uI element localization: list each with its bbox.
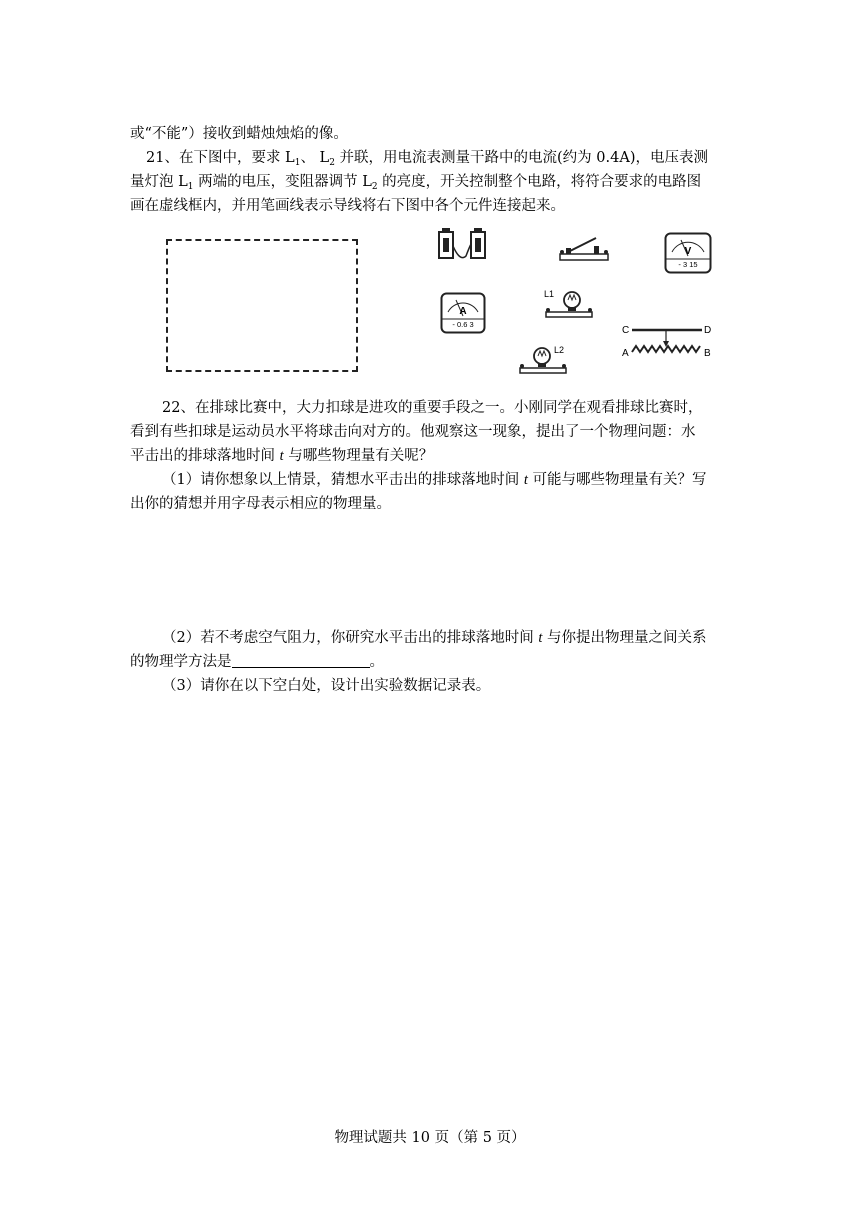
switch-icon [558, 234, 610, 262]
q22-part2-line-1: （2）若不考虑空气阻力，你研究水平击出的排球落地时间 t 与你提出物理量之间关系 [162, 630, 707, 646]
page-footer: 物理试题共 10 页（第 5 页） [334, 1130, 526, 1146]
q21-line-2: 量灯泡 $L_1$ 两端的电压，变阻器调节 $L_2$ 的亮度，开关控制整个电路，将符合要求的电路图 [130, 174, 702, 192]
q22-line-2: 看到有些扣球是运动员水平将球击向对方的。他观察这一现象，提出了一个物理问题：水 [130, 424, 696, 440]
previous-question-tail: 或“不能”）接收到蜡烛烛焰的像。 [130, 126, 348, 142]
rheostat-a-label: A [622, 348, 629, 359]
q22-part3: （3）请你在以下空白处，设计出实验数据记录表。 [162, 678, 491, 694]
ammeter-icon [440, 292, 486, 334]
voltmeter-icon [664, 232, 712, 274]
rheostat-icon [620, 320, 714, 362]
q22-part2-line-2: 的物理学方法是 。 [130, 654, 384, 670]
q21-line-3: 画在虚线框内，并用笔画线表示导线将右下图中各个元件连接起来。 [130, 198, 565, 214]
lamp-l2-icon [518, 344, 570, 378]
lamp-l1-label: L1 [544, 289, 555, 299]
q22-part1-line-2: 出你的猜想并用字母表示相应的物理量。 [130, 496, 391, 512]
lamp-l1-icon [542, 288, 594, 322]
q22-line-3: 平击出的排球落地时间 t 与哪些物理量有关呢？ [130, 448, 434, 464]
rheostat-b-label: B [704, 348, 711, 359]
voltmeter-label: V [684, 246, 692, 257]
answer-blank[interactable] [232, 653, 370, 668]
ammeter-label: A [459, 306, 467, 317]
ammeter-terminals: - 0.6 3 [452, 320, 474, 329]
rheostat-d-label: D [704, 325, 712, 336]
rheostat-c-label: C [622, 325, 630, 336]
voltmeter-terminals: - 3 15 [678, 260, 698, 269]
q21-line-1: 21、在下图中，要求 $L_1$、 $L_2$ 并联，用电流表测量干路中的电流(约为 0.4A)，电压表测 [146, 150, 708, 168]
q22-part1-line-1: （1）请你想象以上情景，猜想水平击出的排球落地时间 t 可能与哪些物理量有关？写 [162, 472, 707, 488]
circuit-drawing-box[interactable] [166, 239, 358, 372]
battery-icon [436, 226, 490, 266]
lamp-l2-label: L2 [554, 345, 565, 355]
q22-line-1: 22、在排球比赛中，大力扣球是进攻的重要手段之一。小刚同学在观看排球比赛时， [162, 400, 703, 416]
